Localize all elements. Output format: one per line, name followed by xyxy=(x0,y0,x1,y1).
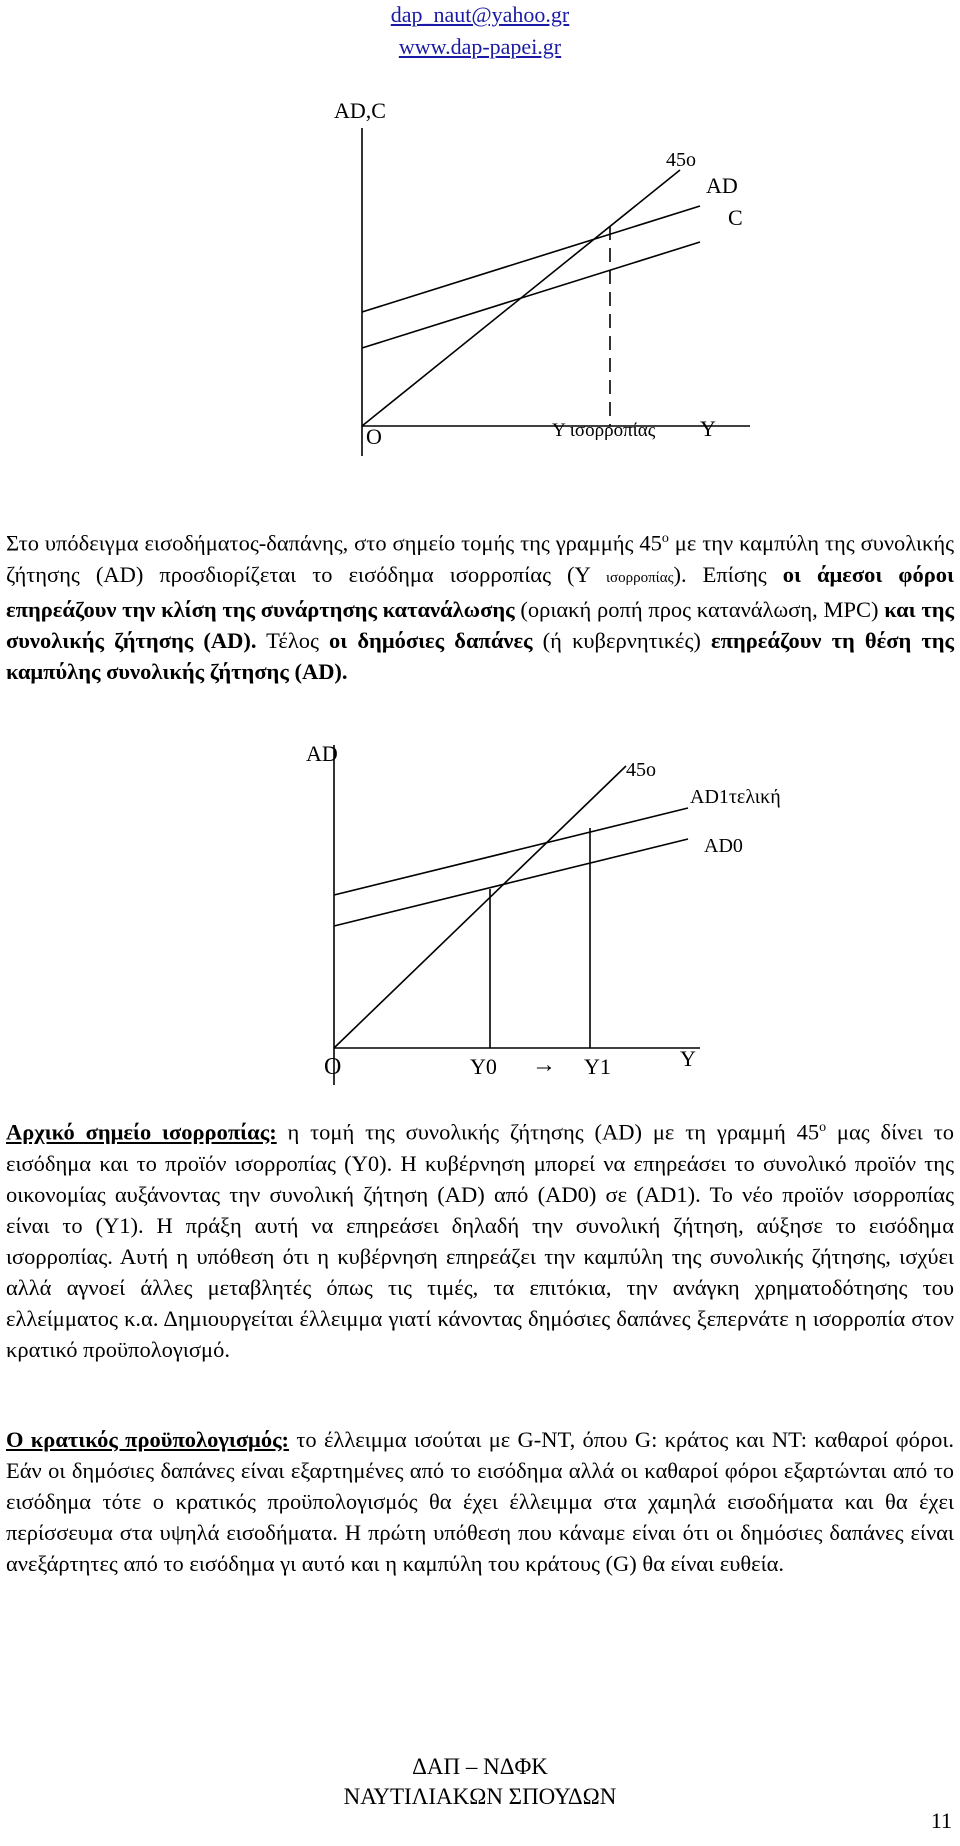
p2-text-2: μας δίνει το εισόδημα και το προϊόν ισορροπίας (Y0). Η κυβέρνηση μπορεί να επηρεάσει το συνολικό προϊόν της οικονομίας αυξάνοντας την συνολική ζήτηση (AD) από (AD0) σε (AD1). Το νέο προϊόν ισορροπίας είναι το (Y1). Η πράξη αυτή να επηρεάσει δηλαδή την συνολική ζήτηση, αύξησε το εισόδημα ισορροπίας. Αυτή η υπόθεση ότι η κυβέρνηση επηρεάζει την καμπύλη της συνολικής ζήτησης, ισχύει αλλά αγνοεί άλλες μεταβλητές όπως τις τιμές, τα επιτόκια, την ανάγκη χρηματοδότησης του ελλείμματος κ.α. Δημιουργείται έλλειμμα γιατί κάνοντας δημόσιες δαπάνες ξεπερνάτε η ισορροπία στον κρατικό προϋπολογισμό. xyxy=(6,1119,954,1362)
p1-text-3: ). Επίσης xyxy=(673,561,783,587)
p1-bold-2: και της συνολικής ζήτησης (AD). xyxy=(6,596,954,653)
p1-bold-4: επηρεάζουν τη θέση της καμπύλης συνολικής ζήτησης (AD). xyxy=(6,627,954,684)
p2-text-1: η τομή της συνολικής ζήτησης (AD) με τη γραμμή 45 xyxy=(276,1119,820,1145)
figure2-arrow-icon: → xyxy=(532,1052,556,1078)
p2-sup: ο xyxy=(819,1120,827,1135)
paragraph-income-expenditure xyxy=(6,523,954,687)
p1-text-4: (οριακή ροπή προς κατανάλωση, MPC) xyxy=(514,596,885,622)
figure2-45-line xyxy=(334,766,626,1048)
figure2-y1-label: Y1 xyxy=(584,1054,611,1079)
figure2-45-label: 45ο xyxy=(626,759,656,781)
footer-line1: ΔΑΠ – ΝΔΦΚ xyxy=(412,1754,548,1779)
figure1-ad-line xyxy=(362,206,700,312)
figure2-chart xyxy=(0,735,960,1095)
figure1-y-axis-label: AD,C xyxy=(334,98,386,123)
figure2-y-axis-label: AD xyxy=(306,741,338,766)
header-email-link[interactable]: dap_naut@yahoo.gr xyxy=(390,2,570,27)
p3-text: το έλλειμμα ισούται με G-NT, όπου G: κράτος και NT: καθαροί φόροι. Εάν οι δημόσιες δαπάνες είναι εξαρτημένες από το εισόδημα αλλά οι καθαροί φόροι εξαρτώνται από το εισόδημα τότε ο κρατικός προϋπολογισμός θα έχει έλλειμμα στα χαμηλά εισοδήματα και θα έχει περίσσευμα στα υψηλά εισοδήματα. Η πρώτη υπόθεση που κάναμε είναι ότι οι δημόσιες δαπάνες είναι ανεξάρτητες από το εισόδημα γι αυτό και η καμπύλη του κράτους (G) θα είναι ευθεία. xyxy=(6,1427,954,1576)
p1-text-5: Τέλος xyxy=(256,627,330,653)
figure1-45-label: 45ο xyxy=(666,149,696,171)
figure2-ad1-label: AD1τελική xyxy=(690,786,781,808)
figure1-ad-label: AD xyxy=(706,173,738,198)
p1-text-2: με την καμπύλη της συνολικής ζήτησης (AD) προσδιορίζεται το εισόδημα ισορροπίας (Y xyxy=(6,530,955,587)
figure1-origin-label: O xyxy=(366,424,382,449)
p1-bold-1: οι άμεσοι φόροι επηρεάζουν την κλίση της συνάρτησης κατανάλωσης xyxy=(6,561,954,622)
p1-text-6: (ή κυβερνητικές) xyxy=(532,627,712,653)
figure1-c-line xyxy=(362,242,700,348)
figure1-c-label: C xyxy=(728,205,743,230)
figure1-x-axis-label: Y xyxy=(700,416,716,441)
figure2-x-axis-label: Y xyxy=(680,1046,696,1071)
figure1-y-eq-label: Y ισορροπίας xyxy=(552,420,656,441)
p1-sup: ο xyxy=(661,531,669,546)
p1-bold-3: οι δημόσιες δαπάνες xyxy=(329,627,533,653)
header-website-link[interactable]: www.dap-papei.gr xyxy=(398,34,562,59)
paragraph-initial-equilibrium xyxy=(6,1112,954,1365)
figure2-y0-label: Y0 xyxy=(470,1054,497,1079)
p2-heading: Αρχικό σημείο ισορροπίας: xyxy=(6,1119,277,1145)
p1-text-1: Στο υπόδειγμα εισοδήματος-δαπάνης, στο σημείο τομής της γραμμής 45 xyxy=(6,530,662,556)
figure2-origin-label: O xyxy=(324,1054,342,1080)
figure1-chart xyxy=(0,80,960,550)
figure2-ad0-label: AD0 xyxy=(704,835,743,857)
p3-heading: Ο κρατικός προϋπολογισμός: xyxy=(6,1427,290,1452)
paragraph-state-budget xyxy=(6,1424,954,1579)
p1-small: ισορροπίας xyxy=(606,569,674,586)
page-number: 11 xyxy=(930,1808,952,1833)
footer-line2: ΝΑΥΤΙΛΙΑΚΩΝ ΣΠΟΥΔΩΝ xyxy=(343,1784,617,1809)
